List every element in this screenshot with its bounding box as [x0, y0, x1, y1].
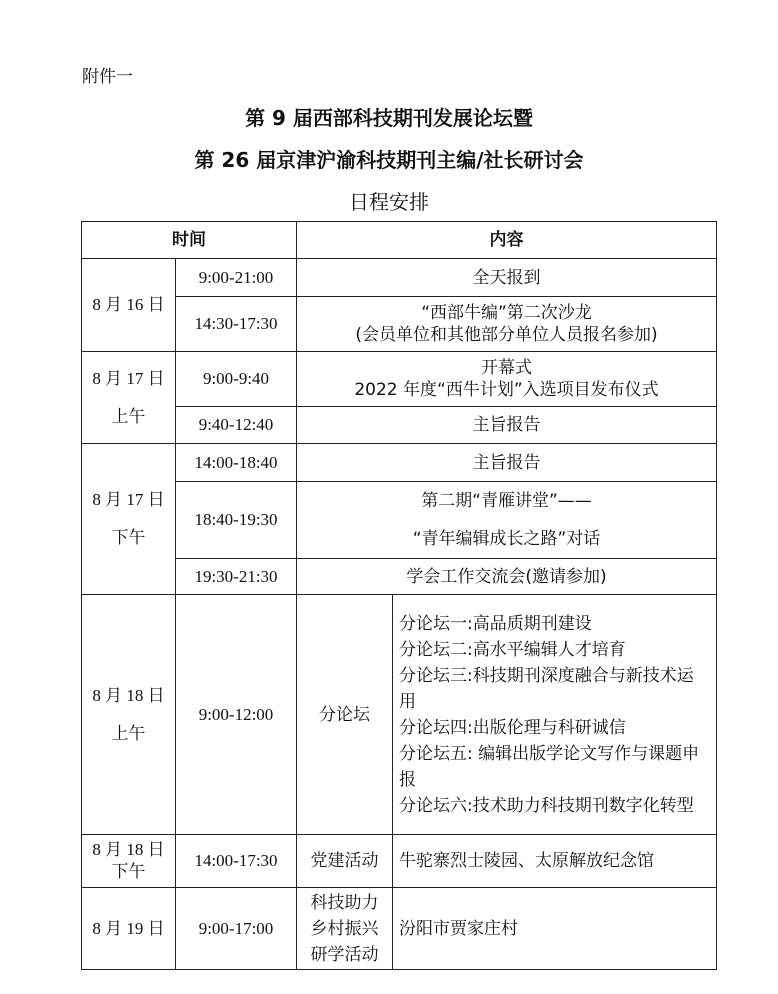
forum-item: 分论坛一:高品质期刊建设: [399, 613, 592, 634]
header-time: 时间: [82, 222, 297, 259]
content-cell: 主旨报告: [297, 444, 717, 482]
content-line: “西部牛编”第二次沙龙: [421, 303, 592, 323]
type-cell: 党建活动: [297, 835, 393, 888]
time-cell: 9:00-17:00: [176, 888, 297, 970]
time-cell: 9:40-12:40: [176, 407, 297, 444]
table-row: [82, 559, 717, 595]
content-cell: [297, 352, 717, 407]
date-cell: [82, 835, 176, 888]
forum-item: 分论坛三:科技期刊深度融合与新技术运用: [399, 665, 694, 712]
date-line: 8 月 18 日: [92, 840, 165, 859]
title-line-1: 第 9 届西部科技期刊发展论坛暨: [245, 106, 533, 130]
content-cell: 全天报到: [297, 259, 717, 297]
time-cell: 19:30-21:30: [176, 559, 297, 595]
time-cell: 9:00-9:40: [176, 352, 297, 407]
date-cell: [82, 352, 176, 444]
table-row: [82, 835, 717, 888]
content-cell: 学会工作交流会(邀请参加): [297, 559, 717, 595]
schedule-table: [81, 221, 717, 970]
date-line: 8 月 17 日: [92, 490, 165, 509]
attachment-label: 附件一: [82, 67, 133, 87]
content-line: 2022 年度“西牛计划”入选项目发布仪式: [354, 380, 659, 400]
content-line: “青年编辑成长之路”对话: [412, 529, 601, 549]
content-cell: 牛驼寨烈士陵园、太原解放纪念馆: [393, 835, 717, 888]
content-line: 开幕式: [481, 358, 532, 378]
type-line: 乡村振兴: [310, 918, 379, 939]
type-cell: [297, 888, 393, 970]
content-cell: 汾阳市贾家庄村: [393, 888, 717, 970]
forum-item: 分论坛四:出版伦理与科研诚信: [399, 717, 626, 738]
time-cell: 9:00-12:00: [176, 595, 297, 835]
type-cell: 分论坛: [297, 595, 393, 835]
title-line-2: 第 26 届京津沪渝科技期刊主编/社长研讨会: [194, 148, 584, 172]
table-row: [82, 444, 717, 482]
date-cell: [82, 595, 176, 835]
date-line: 下午: [111, 862, 146, 881]
table-row: [82, 352, 717, 407]
forum-item: 分论坛二:高水平编辑人才培育: [399, 639, 626, 660]
content-cell: [297, 297, 717, 352]
title-line-3: 日程安排: [349, 190, 429, 214]
table-row: [82, 259, 717, 297]
time-cell: 9:00-21:00: [176, 259, 297, 297]
table-row: [82, 407, 717, 444]
forum-item: 分论坛六:技术助力科技期刊数字化转型: [399, 795, 694, 816]
forum-item: 分论坛五: 编辑出版学论文写作与课题申报: [399, 743, 700, 790]
table-row: [82, 482, 717, 559]
header-content: 内容: [297, 222, 717, 259]
content-cell: 主旨报告: [297, 407, 717, 444]
content-cell: [297, 482, 717, 559]
forum-list: [393, 595, 717, 835]
table-row: [82, 888, 717, 970]
time-cell: 14:30-17:30: [176, 297, 297, 352]
time-cell: 18:40-19:30: [176, 482, 297, 559]
content-line: (会员单位和其他部分单位人员报名参加): [355, 325, 658, 345]
date-line: 上午: [111, 723, 146, 743]
type-line: 研学活动: [310, 944, 379, 965]
table-row: [82, 595, 717, 835]
content-line: 第二期“青雁讲堂”——: [421, 491, 592, 511]
table-header-row: [82, 222, 717, 259]
date-line: 8 月 18 日: [92, 685, 165, 705]
date-line: 下午: [111, 528, 146, 547]
type-line: 科技助力: [310, 892, 379, 913]
date-cell: 8 月 19 日: [82, 888, 176, 970]
date-cell: [82, 444, 176, 595]
date-cell: 8 月 16 日: [82, 259, 176, 352]
time-cell: 14:00-18:40: [176, 444, 297, 482]
table-row: [82, 297, 717, 352]
time-cell: 14:00-17:30: [176, 835, 297, 888]
date-line: 8 月 17 日: [92, 368, 165, 388]
date-line: 上午: [111, 406, 146, 426]
